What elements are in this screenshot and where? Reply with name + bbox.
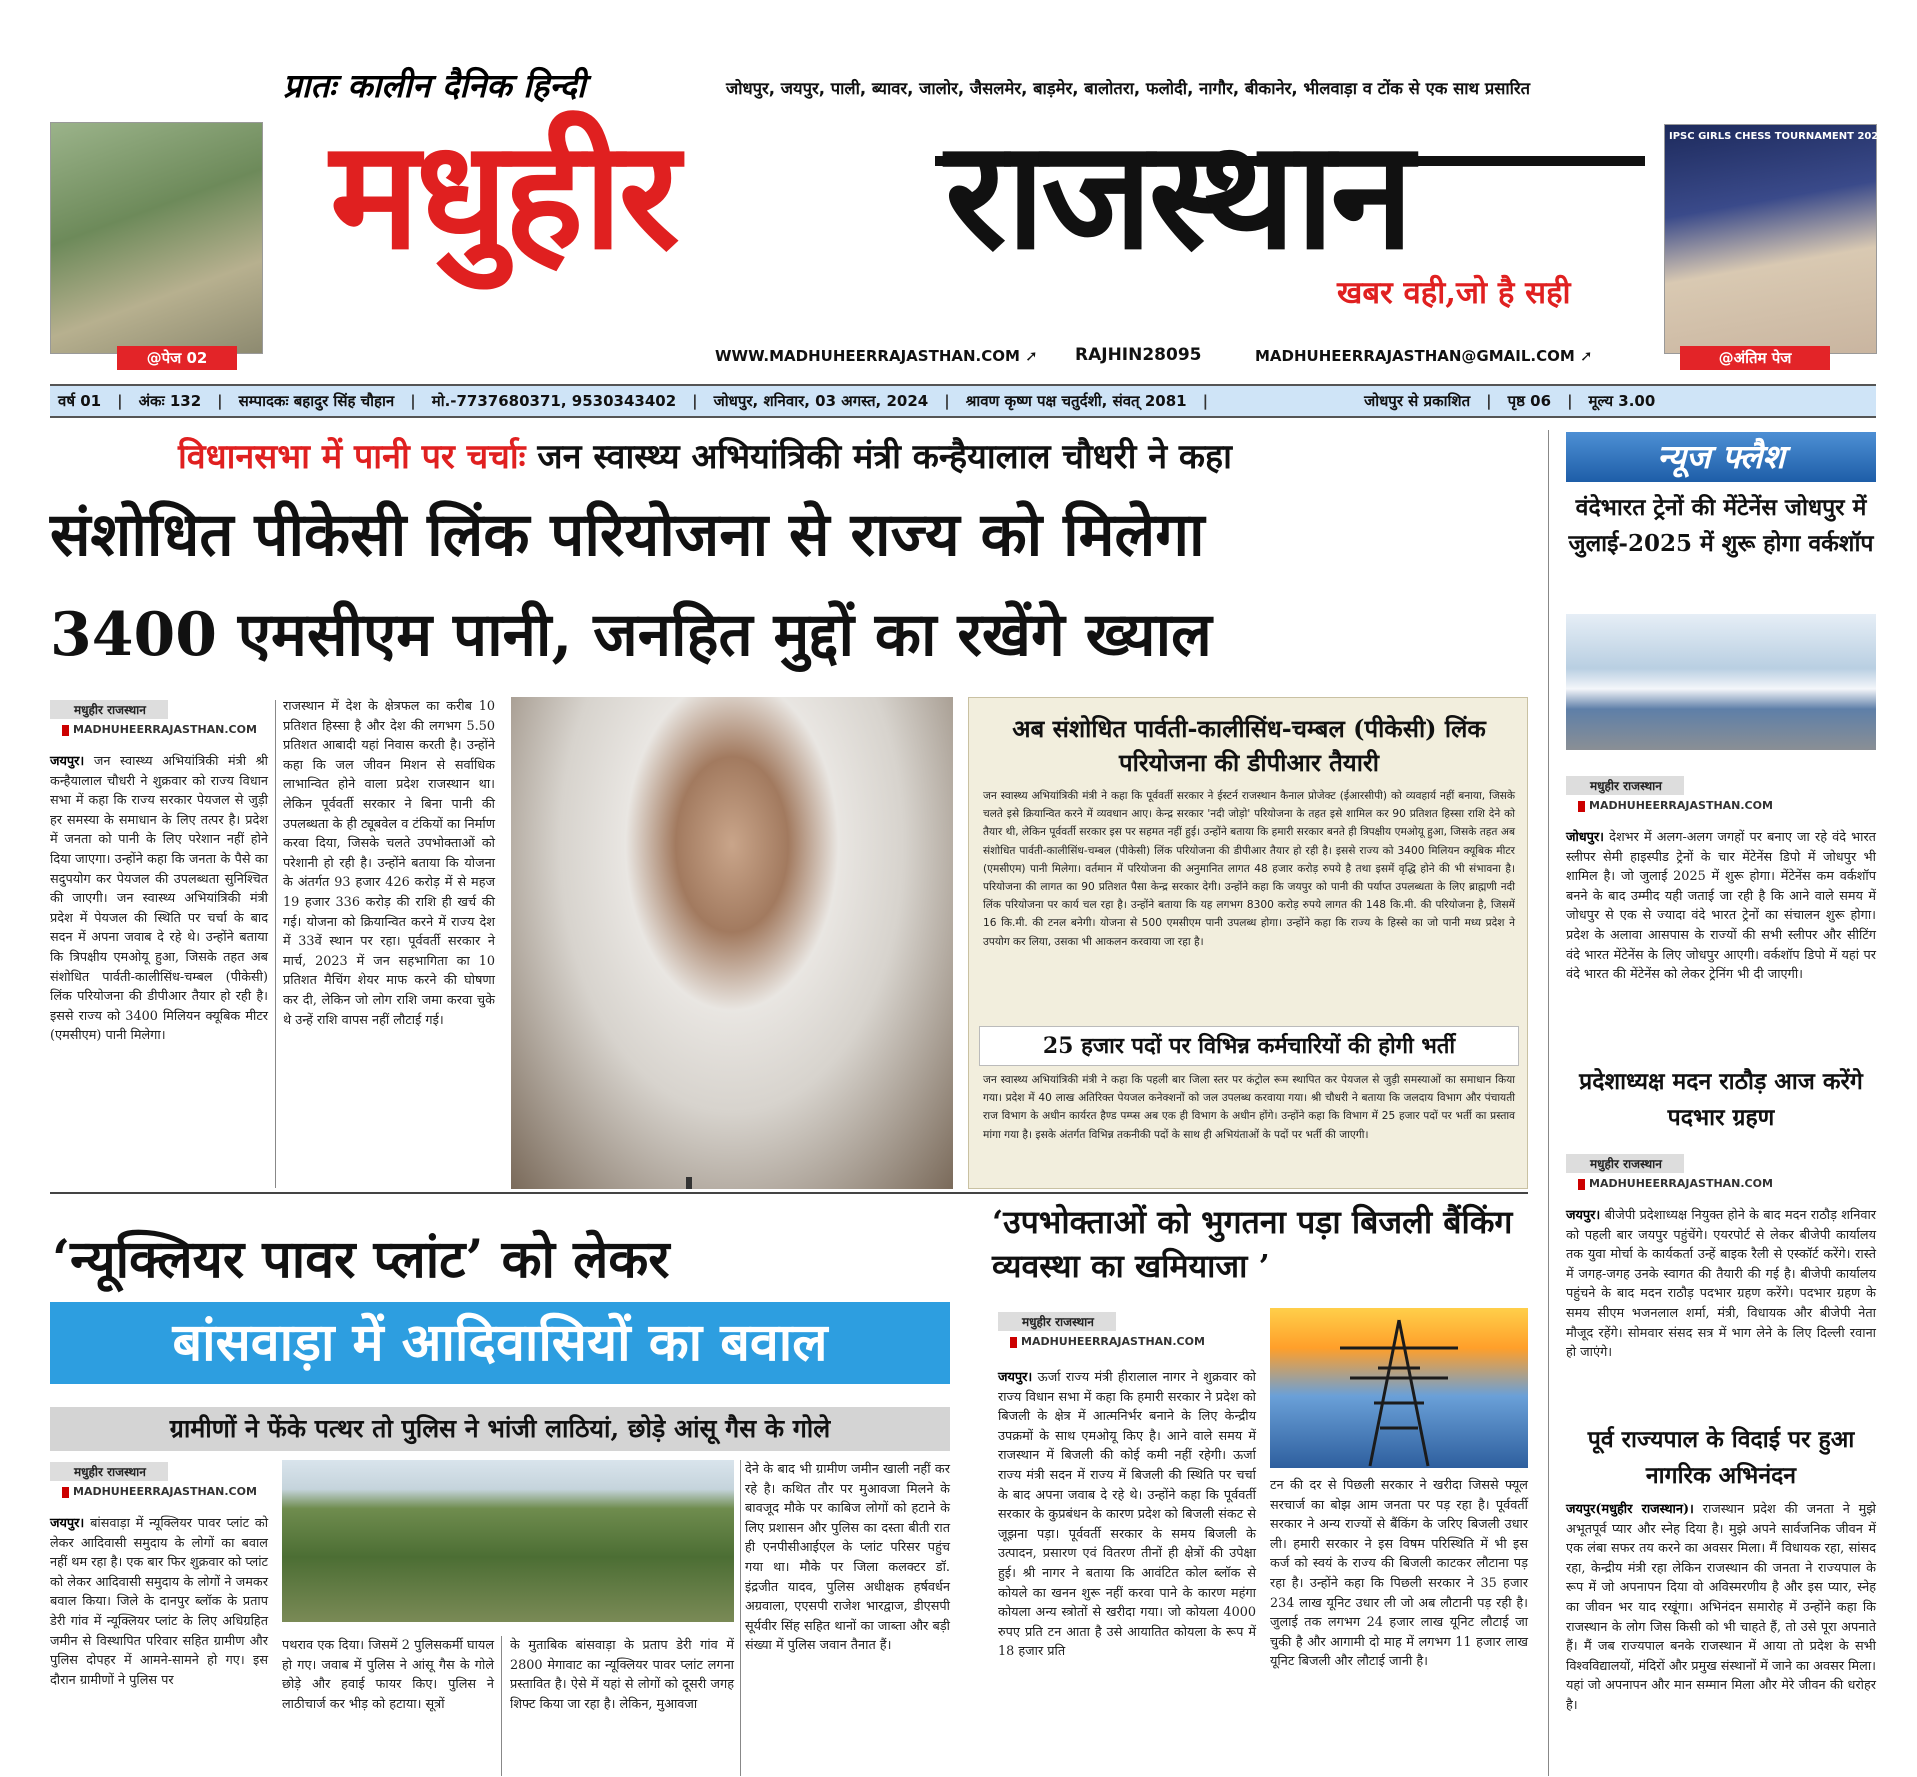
logo-rajasthan: राजस्थान bbox=[945, 107, 1410, 283]
nuclear-byline bbox=[50, 1462, 257, 1498]
flash-story-2-headline[interactable]: प्रदेशाध्यक्ष मदन राठौड़ आज करेंगे पदभार ग्रहण bbox=[1579, 1068, 1863, 1131]
flash-story-3-headline[interactable]: पूर्व राज्यपाल के विदाई पर हुआ नागरिक अभिनंदन bbox=[1587, 1426, 1855, 1489]
byline-web bbox=[1566, 799, 1773, 812]
nuclear-column-1 bbox=[50, 1514, 268, 1776]
lead-byline bbox=[50, 700, 257, 736]
issue-tithi: श्रावण कृष्ण पक्ष चतुर्दशी, संवत् 2081 bbox=[965, 392, 1187, 410]
lead-kicker-black: जन स्वास्थ्य अभियांत्रिकी मंत्री कन्हैयालाल चौधरी ने कहा bbox=[537, 437, 1232, 477]
lead-kicker-red: विधानसभा में पानी पर चर्चाः bbox=[178, 437, 526, 477]
dateline: जयपुर। bbox=[1566, 1208, 1601, 1223]
nuclear-column-2: पथराव एक दिया। जिसमें 2 पुलिसकर्मी घायल हो गए। जवाब में पुलिस ने आंसू गैस के गोले छोड़े और हवाई फायर किए। पुलिस ने लाठीचार्ज कर भीड़ को हटाया। सूत्रों bbox=[282, 1638, 494, 1712]
electricity-column-1 bbox=[998, 1368, 1256, 1776]
byline-web-text: MADHUHEERRAJASTHAN.COM bbox=[1589, 1177, 1773, 1190]
issue-number: अंकः 132 bbox=[138, 392, 202, 410]
issue-phone: मो.-7737680371, 9530343402 bbox=[431, 392, 677, 410]
flash-story-1-byline bbox=[1566, 776, 1773, 812]
flash-story-1-headline[interactable]: वंदेभारत ट्रेनों की मेंटेनेंस जोधपुर में जुलाई-2025 में शुरू होगा वर्कशॉप bbox=[1568, 494, 1874, 557]
column-rule bbox=[501, 1636, 502, 1776]
flash-story-2-body: बीजेपी प्रदेशाध्यक्ष नियुक्त होने के बाद मदन राठौड़ शनिवार को पहली बार जयपुर पहुंचेंगे। एयरपोर्ट से लेकर बीजेपी कार्यालय तक युवा मोर्चा के कार्यकर्ता उन्हें बाइक रैली से एस्कॉर्ट करेंगे। रास्ते में जगह-जगह उनके स्वागत की तैयारी की गई है। बीजेपी कार्यालय पहुंचने के बाद मदन राठौड़ पदभार ग्रहण करेंगे। पदभार ग्रहण के समय सीएम भजनलाल शर्मा, मंत्री, विधायक और बीजेपी नेता मौजूद रहेंगे। सोमवार संसद सत्र में भाग लेने के लिए दिल्ली रवाना हो जाएंगे। bbox=[1566, 1208, 1876, 1361]
flash-story-2-byline bbox=[1566, 1154, 1773, 1190]
email-text[interactable]: MADHUHEERRAJASTHAN@GMAIL.COM bbox=[1255, 347, 1575, 365]
column-rule bbox=[1548, 430, 1549, 1776]
dateline: जयपुर। bbox=[50, 1516, 85, 1531]
nuclear-subheadline[interactable]: ग्रामीणों ने फेंके पत्थर तो पुलिस ने भांजी लाठियां, छोड़े आंसू गैस के गोले bbox=[50, 1407, 950, 1451]
issue-year: वर्ष 01 bbox=[58, 392, 102, 410]
box-subheading[interactable]: 25 हजार पदों पर विभिन्न कर्मचारियों की होगी भर्ती bbox=[979, 1026, 1519, 1066]
issue-editor: सम्पादकः बहादुर सिंह चौहान bbox=[238, 392, 395, 410]
left-masthead-photo[interactable] bbox=[50, 122, 263, 354]
lead-headline-line-1[interactable]: संशोधित पीकेसी लिंक परियोजना से राज्य को मिलेगा bbox=[50, 500, 1205, 570]
protest-field-photo[interactable] bbox=[282, 1460, 734, 1622]
registration-number: RAJHIN28095 bbox=[1075, 345, 1202, 365]
dateline: जोधपुर। bbox=[1566, 830, 1605, 845]
nuclear-headline[interactable]: ‘न्यूक्लियर पावर प्लांट’ को लेकर bbox=[52, 1229, 670, 1290]
issue-published: जोधपुर से प्रकाशित bbox=[1364, 392, 1471, 410]
lead-column-1-text: जन स्वास्थ्य अभियांत्रिकी मंत्री श्री कन्हैयालाल चौधरी ने शुक्रवार को राज्य विधान सभा में कहा कि राज्य सरकार पेयजल से जुड़ी हर समस्या के समाधान के लिए तत्पर है। प्रदेश में जनता को पानी के लिए परेशान नहीं होने दिया जाएगा। उन्होंने कहा कि जनता के पैसे का सदुपयोग कर पेयजल की उपलब्धता सुनिश्चित की जाएगी। जन स्वास्थ्य अभियांत्रिकी मंत्री प्रदेश में पेयजल की स्थिति पर चर्चा के बाद सदन में अपना जवाब दे रहे थे। उन्होंने बताया कि त्रिपक्षीय एमओयू हुआ, जिसके तहत अब संशोधित पार्वती-कालीसिंध-चम्बल (पीकेसी) लिंक परियोजना की डीपीआर तैयार हो रही है। इससे राज्य को 3400 मिलियन क्यूबिक मीटर (एमसीएम) पानी मिलेगा। bbox=[50, 754, 268, 1044]
masthead-tagline: प्रातः कालीन दैनिक हिन्दी bbox=[283, 66, 586, 105]
email-link[interactable] bbox=[1255, 347, 1593, 365]
byline-web bbox=[50, 1485, 257, 1498]
logo-madhuheer: मधुहीर bbox=[330, 107, 676, 283]
minister-photo[interactable] bbox=[511, 697, 953, 1189]
flash-story-1-text bbox=[1566, 828, 1876, 1056]
dateline: जयपुर। bbox=[998, 1370, 1033, 1385]
microphone-icon bbox=[686, 1177, 692, 1189]
column-rule bbox=[275, 700, 276, 1188]
power-tower-photo[interactable] bbox=[1270, 1308, 1528, 1468]
right-masthead-photo[interactable] bbox=[1664, 124, 1917, 354]
flash-story-3-text bbox=[1566, 1500, 1876, 1776]
flash-story-2-text bbox=[1566, 1206, 1876, 1412]
byline-name: मधुहीर राजस्थान bbox=[50, 700, 168, 719]
flash-story-3-body: राजस्थान प्रदेश की जनता ने मुझे अभूतपूर्व प्यार और स्नेह दिया है। मुझे अपने सार्वजनिक जीवन में एक लंबा सफर तय करने का अवसर मिला। मैं विधायक रहा, सांसद रहा, केन्द्रीय मंत्री रहा लेकिन राजस्थान की जनता ने राज्यपाल के रूप में जो अपनापन दिया वो अविस्मरणीय है और इस प्यार, स्नेह का जीवन भर याद रखूंगा। अभिनंदन समारोह में उन्होंने कहा कि राजस्थान के लोग जिस किसी को भी चाहते हैं, तो उसे पूरा अपनाते हैं। मैं जब राज्यपाल बनके राजस्थान में आया तो प्रदेश के सभी विश्वविद्यालयों, मंदिरों और प्रमुख संस्थानों में जाने का अवसर मिला। यहां जो अपनापन और मान सम्मान मिला और मेरे जीवन की धरोहर है। bbox=[1566, 1502, 1876, 1713]
byline-name: मधुहीर राजस्थान bbox=[1566, 1154, 1684, 1173]
lead-headline-line-2[interactable]: 3400 एमसीएम पानी, जनहित मुद्दों का रखेंगे ख्याल bbox=[50, 600, 1212, 670]
nuclear-banner[interactable]: बांसवाड़ा में आदिवासियों का बवाल bbox=[50, 1302, 950, 1384]
box-text: जन स्वास्थ्य अभियांत्रिकी मंत्री ने कहा कि पूर्ववर्ती सरकार ने ईस्टर्न राजस्थान कैनाल प्रोजेक्ट (ईआरसीपी) को व्यवहार्य नहीं बनाया, जिसके चलते इसे क्रियान्वित करने में व्यवधान आए। केन्द्र सरकार 'नदी जोड़ो' परियोजना के तहत इसे शामिल कर 90 प्रतिशत हिस्सा राशि देने को तैयार थी, लेकिन पूर्ववर्ती सरकार इस पर सहमत नहीं हुई। उन्होंने बताया कि हमारी सरकार बनते ही त्रिपक्षीय एमओयू हुआ, जिसके तहत अब संशोधित पार्वती-कालीसिंध-चम्बल (पीकेसी) लिंक परियोजना की डीपीआर तैयार हो रही है। इससे राज्य को 3400 मिलियन क्यूबिक मीटर (एमसीएम) पानी मिलेगा। वर्तमान में परियोजना की अनुमानित लागत 48 हजार करोड़ रुपये है तथा इसमें वृद्धि होने की भी संभावना है। परियोजना की लागत का 90 प्रतिशत पैसा केन्द्र सरकार देगी। उन्होंने कहा कि जयपुर को पानी की पर्याप्त उपलब्धता के लिए ब्राह्मणी नदी लिंक परियोजना पर कार्य चल रहा है। उन्होंने बताया कि यह लगभग 8300 करोड़ रुपये लागत की 148 कि.मी. की परियोजना है, जिसमें 16 कि.मी. की टनल बनेगी। योजना से 500 एमसीएम पानी उपलब्ध होगा। उन्होंने कहा कि राज्य के हिस्से का जो पानी मध्य प्रदेश ने उपयोग कर लिया, उसका भी आकलन करवाया जा रहा है। bbox=[983, 790, 1515, 948]
bullet-icon bbox=[1010, 1337, 1017, 1348]
right-photo-caption: IPSC GIRLS CHESS TOURNAMENT 2024-2025 bbox=[1669, 131, 1917, 142]
byline-web-text: MADHUHEERRAJASTHAN.COM bbox=[73, 723, 257, 736]
byline-web-text: MADHUHEERRAJASTHAN.COM bbox=[1021, 1335, 1205, 1348]
nuclear-column-4: देने के बाद भी ग्रामीण जमीन खाली नहीं कर रहे है। कथित तौर पर मुआवजा मिलने के बावजूद मौके पर काबिज लोगों को हटाने के लिए प्रशासन और पुलिस का दस्ता बीती रात ही एनपीसीआईएल के प्लांट परिसर पहुंच गया था। मौके पर जिला कलक्टर डॉ. इंद्रजीत यादव, पुलिस अधीक्षक हर्षवर्धन अग्रवाला, एएसपी राजेश भारद्वाज, डीएसपी सूर्यवीर सिंह सहित थानों का जाब्ता और बड़ी संख्या में पुलिस जवान तैनात हैं। bbox=[745, 1462, 950, 1654]
column-rule bbox=[740, 1460, 741, 1776]
left-photo-tag[interactable]: @पेज 02 bbox=[117, 346, 237, 370]
byline-web bbox=[1566, 1177, 1773, 1190]
dateline: जयपुर(मधुहीर राजस्थान)। bbox=[1566, 1502, 1694, 1517]
bullet-icon bbox=[62, 1487, 69, 1498]
pkc-project-box bbox=[968, 697, 1528, 1189]
cursor-icon: ➚ bbox=[1025, 347, 1038, 365]
byline-name: मधुहीर राजस्थान bbox=[1566, 776, 1684, 795]
byline-name: मधुहीर राजस्थान bbox=[50, 1462, 168, 1481]
website-link[interactable] bbox=[715, 347, 1038, 365]
masthead-slogan: खबर वही,जो है सही bbox=[1337, 275, 1571, 311]
website-text[interactable]: WWW.MADHUHEERRAJASTHAN.COM bbox=[715, 347, 1020, 365]
news-flash-title[interactable]: न्यूज फ्लैश bbox=[1566, 432, 1876, 482]
cursor-icon: ➚ bbox=[1580, 347, 1593, 365]
bullet-icon bbox=[1578, 1179, 1585, 1190]
box-sub-text: जन स्वास्थ्य अभियांत्रिकी मंत्री ने कहा कि पहली बार जिला स्तर पर कंट्रोल रूम स्थापित कर पेयजल से जुड़ी समस्याओं का समाधान किया गया। प्रदेश में 40 लाख अतिरिक्त पेयजल कनेक्शनों को जल उपलब्ध करवाया गया। श्री चौधरी ने बताया कि जलदाय विभाग और पंचायती राज विभाग के अधीन कार्यरत हैण्ड पम्प्स अब एक ही विभाग के अधीन होंगे। उन्होंने कहा कि विभाग में 25 हजार पदों पर भर्ती का प्रस्ताव मांगा गया है। इसके अंतर्गत विभिन्न तकनीकी पदों के साथ ही अभियंताओं के पदों पर भर्ती की जाएगी। bbox=[983, 1074, 1515, 1141]
issue-info-bar: वर्ष 01 | अंकः 132 | सम्पादकः बहादुर सिंह चौहान | मो.-7737680371, 9530343402 | जोधपुर, शनिवार, 03 अगस्त, 2024 | श्रावण कृष्ण पक्ष चतुर्दशी, संवत् 2081 | जोधपुर से प्रकाशित | पृष्ठ 06 | मूल्य 3.00 bbox=[50, 384, 1876, 418]
bullet-icon bbox=[1578, 801, 1585, 812]
masthead-cities: जोधपुर, जयपुर, पाली, ब्यावर, जालोर, जैसलमेर, बाड़मेर, बालोतरा, फलोदी, नागौर, बीकानेर, भीलवाड़ा व टोंक से एक साथ प्रसारित bbox=[726, 79, 1531, 98]
nuclear-column-1-text: बांसवाड़ा में न्यूक्लियर पावर प्लांट को लेकर आदिवासी समुदाय के लोगों का बवाल नहीं थम रहा है। एक बार फिर शुक्रवार को प्लांट को लेकर आदिवासी समुदाय के लोगों ने जमकर बवाल किया। जिले के दानपुर ब्लॉक के प्रताप डेरी गांव में न्यूक्लियर प्लांट के लिए अधिग्रहित जमीन से विस्थापित परिवार सहित ग्रामीण और पुलिस दोपहर में आमने-सामने हो गए। इस दौरान ग्रामीणों ने पुलिस पर bbox=[50, 1516, 269, 1688]
box-title[interactable]: अब संशोधित पार्वती-कालीसिंध-चम्बल (पीकेसी) लिंक परियोजना की डीपीआर तैयारी bbox=[1012, 714, 1486, 777]
byline-web-text: MADHUHEERRAJASTHAN.COM bbox=[1589, 799, 1773, 812]
electricity-headline[interactable]: ‘उपभोक्ताओं को भुगतना पड़ा बिजली बैंकिंग व्यवस्था का खमियाजा ’ bbox=[992, 1203, 1513, 1285]
issue-date: जोधपुर, शनिवार, 03 अगस्त, 2024 bbox=[713, 392, 929, 410]
byline-web-text: MADHUHEERRAJASTHAN.COM bbox=[73, 1485, 257, 1498]
lead-kicker bbox=[178, 432, 1232, 478]
issue-page: पृष्ठ 06 bbox=[1507, 392, 1552, 410]
dateline: जयपुर। bbox=[50, 754, 85, 769]
electricity-byline bbox=[998, 1312, 1205, 1348]
vande-bharat-train-photo[interactable] bbox=[1566, 614, 1876, 750]
lead-column-1 bbox=[50, 752, 268, 1188]
section-rule bbox=[50, 1192, 1528, 1194]
byline-web bbox=[50, 723, 257, 736]
byline-web bbox=[998, 1335, 1205, 1348]
lead-column-2: राजस्थान में देश के क्षेत्रफल का करीब 10 प्रतिशत हिस्सा है और देश की लगभग 5.50 प्रतिशत आबादी यहां निवास करती है। उन्होंने कहा कि जल जीवन मिशन से सर्वाधिक लाभान्वित होने वाला प्रदेश राजस्थान था। लेकिन पूर्ववर्ती सरकार ने बिना पानी की उपलब्धता के ही ट्यूबवेल व टंकियों का निर्माण करवा दिया, जिसके चलते उपभोक्ताओं को परेशानी हो रही है। उन्होंने बताया कि योजना के अंतर्गत 93 हजार 426 करोड़ में से महज 19 हजार 336 करोड़ की राशि ही खर्च की गई। योजना को क्रियान्वित करने में राज्य देश में 33वें स्थान पर रहा। पूर्ववर्ती सरकार ने मार्च, 2023 में जन सहभागिता का 10 प्रतिशत मैचिंग शेयर माफ करने की घोषणा कर दी, लेकिन जो लोग राशि जमा करवा चुके थे उन्हें राशि वापस नहीं लौटाई गई। bbox=[283, 699, 495, 1028]
right-photo-tag[interactable]: @अंतिम पेज bbox=[1680, 346, 1830, 370]
flash-story-1-body: देशभर में अलग-अलग जगहों पर बनाए जा रहे वंदे भारत स्लीपर सेमी हाइस्पीड ट्रेनों के चार मेंटेनेंस डिपो में जोधपुर भी शामिल है। जो जुलाई 2025 में शुरू होगा। मेंटेनेंस कम वर्कशॉप बनने के बाद उम्मीद यही जताई जा रही है कि आने वाले समय में जोधपुर से एक से ज्यादा वंदे भारत ट्रेनों का संचालन शुरू होगा। प्रदेश के अलावा आसपास के राज्यों की सभी स्लीपर और सीटिंग वंदे भारत मेंटेनेंस के लिए जोधपुर आएगी। वर्कशॉप डिपो में यहां पर वंदे भारत की मेंटेनेंस को लेकर ट्रेनिंग भी दी जाएगी। bbox=[1566, 830, 1876, 983]
nuclear-column-3-bottom: के मुताबिक बांसवाड़ा के प्रताप डेरी गांव में 2800 मेगावाट का न्यूक्लियर पावर प्लांट लगना प्रस्तावित है। ऐसे में यहां से लोगों को दूसरी जगह शिफ्ट किया जा रहा है। लेकिन, मुआवजा bbox=[510, 1638, 734, 1712]
electricity-column-2: टन की दर से पिछली सरकार ने खरीदा जिससे फ्यूल सरचार्ज का बोझ आम जनता पर पड़ रहा है। पूर्ववर्ती सरकार ने अन्य राज्यों से बैंकिंग के जरिए बिजली उधार ली। हमारी सरकार ने इस विषम परिस्थिति में भी इस कर्ज को स्वयं के राज्य की बिजली काटकर लौटाना पड़ रहा है। उन्होंने कहा कि पिछली सरकार ने 35 हजार 234 लाख यूनिट उधार ली जो अब लौटानी पड़ रही है। जुलाई तक लगभग 24 हजार लाख यूनिट लौटाई जा चुकी है और आगामी दो माह में लगभग 11 हजार लाख यूनिट बिजली और लौटाई जानी है। bbox=[1270, 1478, 1528, 1670]
bullet-icon bbox=[62, 725, 69, 736]
issue-price: मूल्य 3.00 bbox=[1588, 392, 1656, 410]
byline-name: मधुहीर राजस्थान bbox=[998, 1312, 1116, 1331]
power-tower-icon bbox=[1270, 1308, 1528, 1468]
electricity-column-1-text: ऊर्जा राज्य मंत्री हीरालाल नागर ने शुक्रवार को राज्य विधान सभा में कहा कि हमारी सरकार ने प्रदेश को बिजली के क्षेत्र में आत्मनिर्भर बनाने के लिए केन्द्रीय उपक्रमों के साथ एमओयू किए है। आने वाले समय में राजस्थान में बिजली की कोई कमी नहीं रहेगी। ऊर्जा राज्य मंत्री सदन में राज्य में बिजली की स्थिति पर चर्चा के बाद अपना जवाब दे रहे थे। उन्होंने कहा कि पूर्ववर्ती सरकार के कुप्रबंधन के कारण प्रदेश को बिजली संकट से जूझना पड़ा। पूर्ववर्ती सरकार के समय बिजली के उत्पादन, प्रसारण एवं वितरण तीनों ही क्षेत्रों की उपेक्षा हुई। श्री नागर ने बताया कि आवंटित कोल ब्लॉक से कोयले का खनन शुरू नहीं करवा पाने के कारण महंगा कोयला अन्य स्त्रोतों से खरीदा गया। जो कोयला 4000 रुपए प्रति टन आता है उसे आयातित कोयला के रूप में 18 हजार प्रति bbox=[998, 1370, 1256, 1660]
